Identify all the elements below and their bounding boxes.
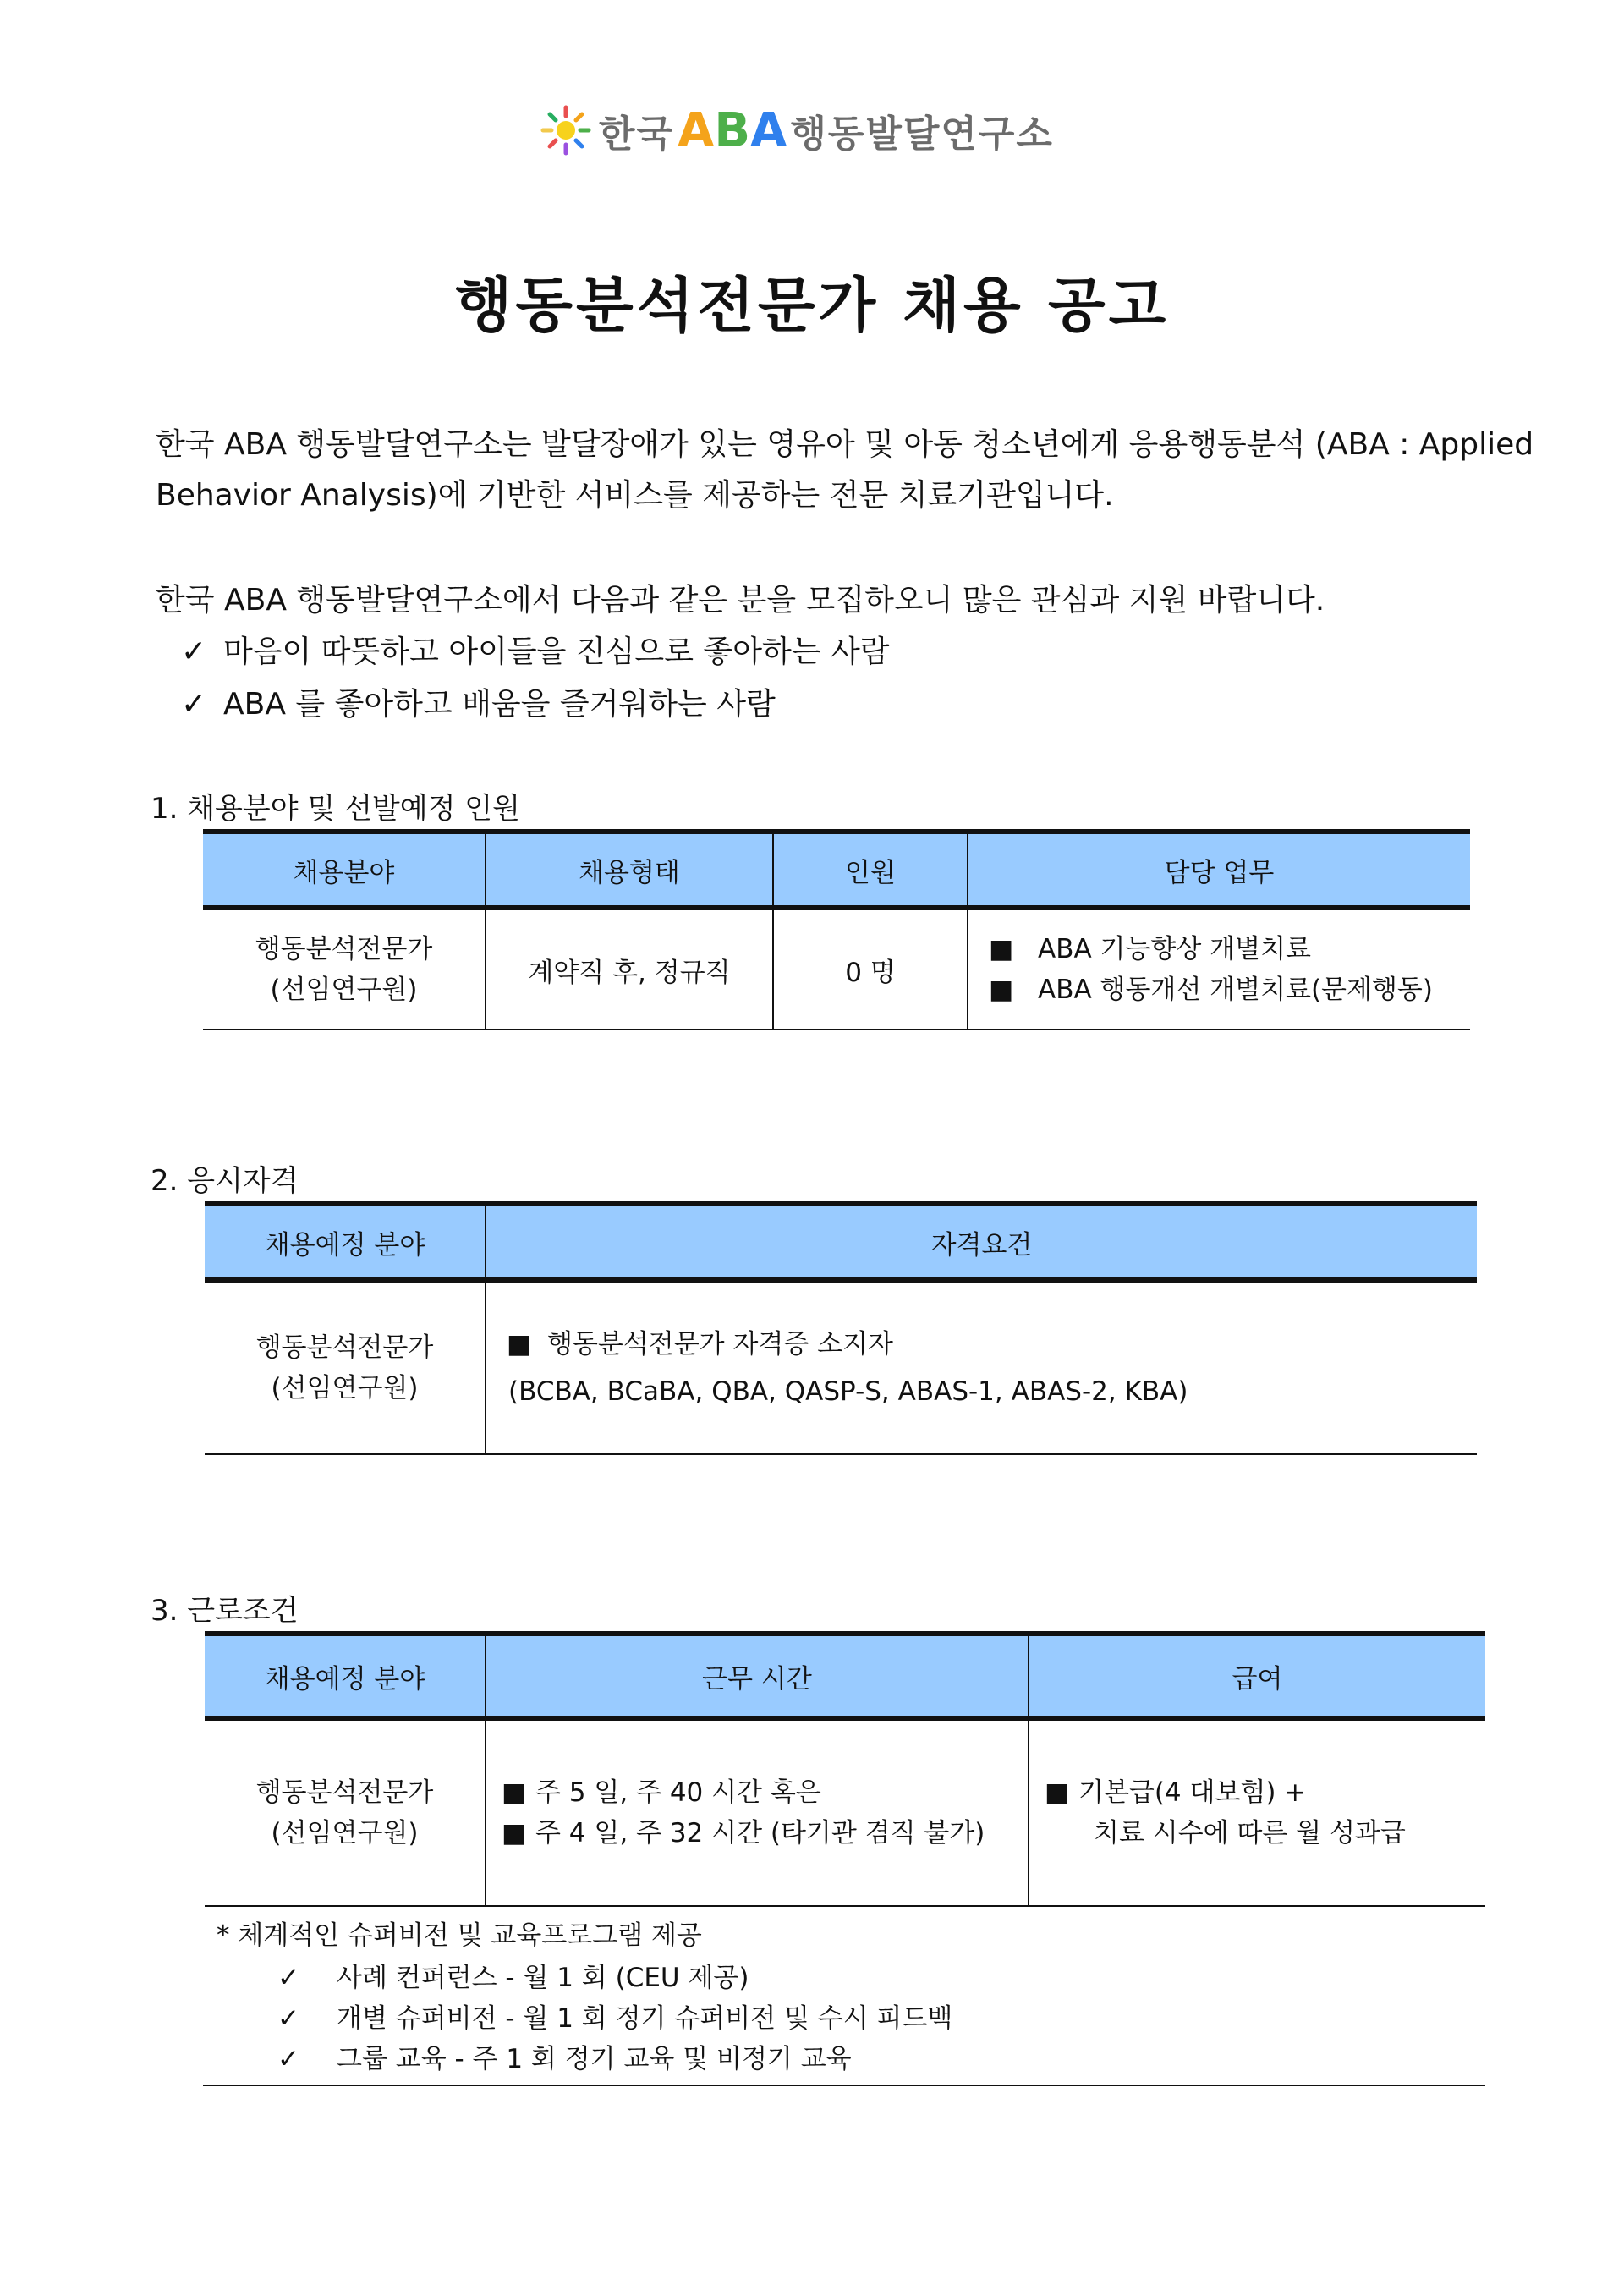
header-requirements: 자격요건 (486, 1204, 1477, 1280)
section-1-heading: 1. 채용분야 및 선발예정 인원 (151, 792, 520, 826)
black-square-icon: ■ (502, 1777, 527, 1808)
supervision-item-2: ✓ 개별 슈퍼비전 - 월 1 회 정기 슈퍼비전 및 수시 피드백 (277, 2003, 953, 2034)
page-title: 행동분석전문가 채용 공고 (454, 271, 1170, 340)
institute-logo (540, 102, 1054, 158)
header-hours: 근무 시간 (486, 1634, 1029, 1718)
recruitment-table (203, 829, 1470, 1030)
cell-requirements: ■ 행동분석전문가 자격증 소지자 (BCBA, BCaBA, QBA, QASP-S, ABAS-1, ABAS-2, KBA) (486, 1280, 1477, 1454)
cell-duties: ■ ABA 기능향상 개별치료 ■ ABA 행동개선 개별치료(문제행동) (968, 908, 1470, 1030)
table-row (203, 908, 1470, 1030)
black-square-icon: ■ (989, 975, 1014, 1005)
cell-type: 계약직 후, 정규직 (486, 908, 773, 1030)
header-duties: 담당 업무 (968, 832, 1470, 908)
checkmark-icon: ✓ (181, 634, 207, 669)
intro-line-2: Behavior Analysis)에 기반한 서비스를 제공하는 전문 치료기관입니다. (156, 478, 1114, 513)
table-row (205, 1718, 1485, 1906)
black-square-icon: ■ (989, 934, 1014, 964)
logo-prefix: 한국 (599, 113, 675, 156)
intro-line-1: 한국 ABA 행동발달연구소는 발달장애가 있는 영유아 및 아동 청소년에게 응용행동분석 (ABA : Applied (156, 427, 1534, 462)
table-row (205, 1280, 1477, 1454)
supervision-note-title: * 체계적인 슈퍼비전 및 교육프로그램 제공 (217, 1920, 702, 1951)
checkmark-icon: ✓ (277, 2003, 299, 2034)
cell-hours: ■ 주 5 일, 주 40 시간 혹은 ■ 주 4 일, 주 32 시간 (타기관 겸직 불가) (486, 1718, 1029, 1906)
intro-line-3: 한국 ABA 행동발달연구소에서 다음과 같은 분을 모집하오니 많은 관심과 지원 바랍니다. (156, 583, 1325, 618)
cell-pay: ■ 기본급(4 대보험) + 치료 시수에 따른 월 성과급 (1029, 1718, 1485, 1906)
sun-icon (540, 104, 592, 157)
supervision-item-1: ✓ 사례 컨퍼런스 - 월 1 회 (CEU 제공) (277, 1963, 749, 1993)
check-item-2: ✓ ABA 를 좋아하고 배움을 즐거워하는 사람 (181, 687, 776, 722)
header-pay: 급여 (1029, 1634, 1485, 1718)
black-square-icon: ■ (507, 1329, 532, 1359)
header-count: 인원 (773, 832, 968, 908)
black-square-icon: ■ (1045, 1777, 1070, 1808)
checkmark-icon: ✓ (277, 1963, 299, 1993)
work-conditions-table (205, 1631, 1485, 1907)
cell-count: 0 명 (773, 908, 968, 1030)
section-3-heading: 3. 근로조건 (151, 1594, 299, 1628)
cell-field: 행동분석전문가 (선임연구원) (203, 908, 486, 1030)
header-field: 채용예정 분야 (205, 1634, 486, 1718)
check-item-1: ✓ 마음이 따뜻하고 아이들을 진심으로 좋아하는 사람 (181, 634, 890, 669)
cell-field: 행동분석전문가 (선임연구원) (205, 1718, 486, 1906)
note-bottom-rule (203, 2085, 1485, 2086)
header-field: 채용분야 (203, 832, 486, 908)
checkmark-icon: ✓ (277, 2044, 299, 2074)
logo-suffix: 행동발달연구소 (790, 113, 1054, 156)
supervision-item-3: ✓ 그룹 교육 - 주 1 회 정기 교육 및 비정기 교육 (277, 2044, 852, 2074)
section-2-heading: 2. 응시자격 (151, 1164, 299, 1198)
logo-aba: ABA (678, 102, 787, 158)
cell-field: 행동분석전문가 (선임연구원) (205, 1280, 486, 1454)
checkmark-icon: ✓ (181, 687, 207, 722)
header-field: 채용예정 분야 (205, 1204, 486, 1280)
header-type: 채용형태 (486, 832, 773, 908)
black-square-icon: ■ (502, 1818, 527, 1848)
qualification-table (205, 1201, 1477, 1455)
